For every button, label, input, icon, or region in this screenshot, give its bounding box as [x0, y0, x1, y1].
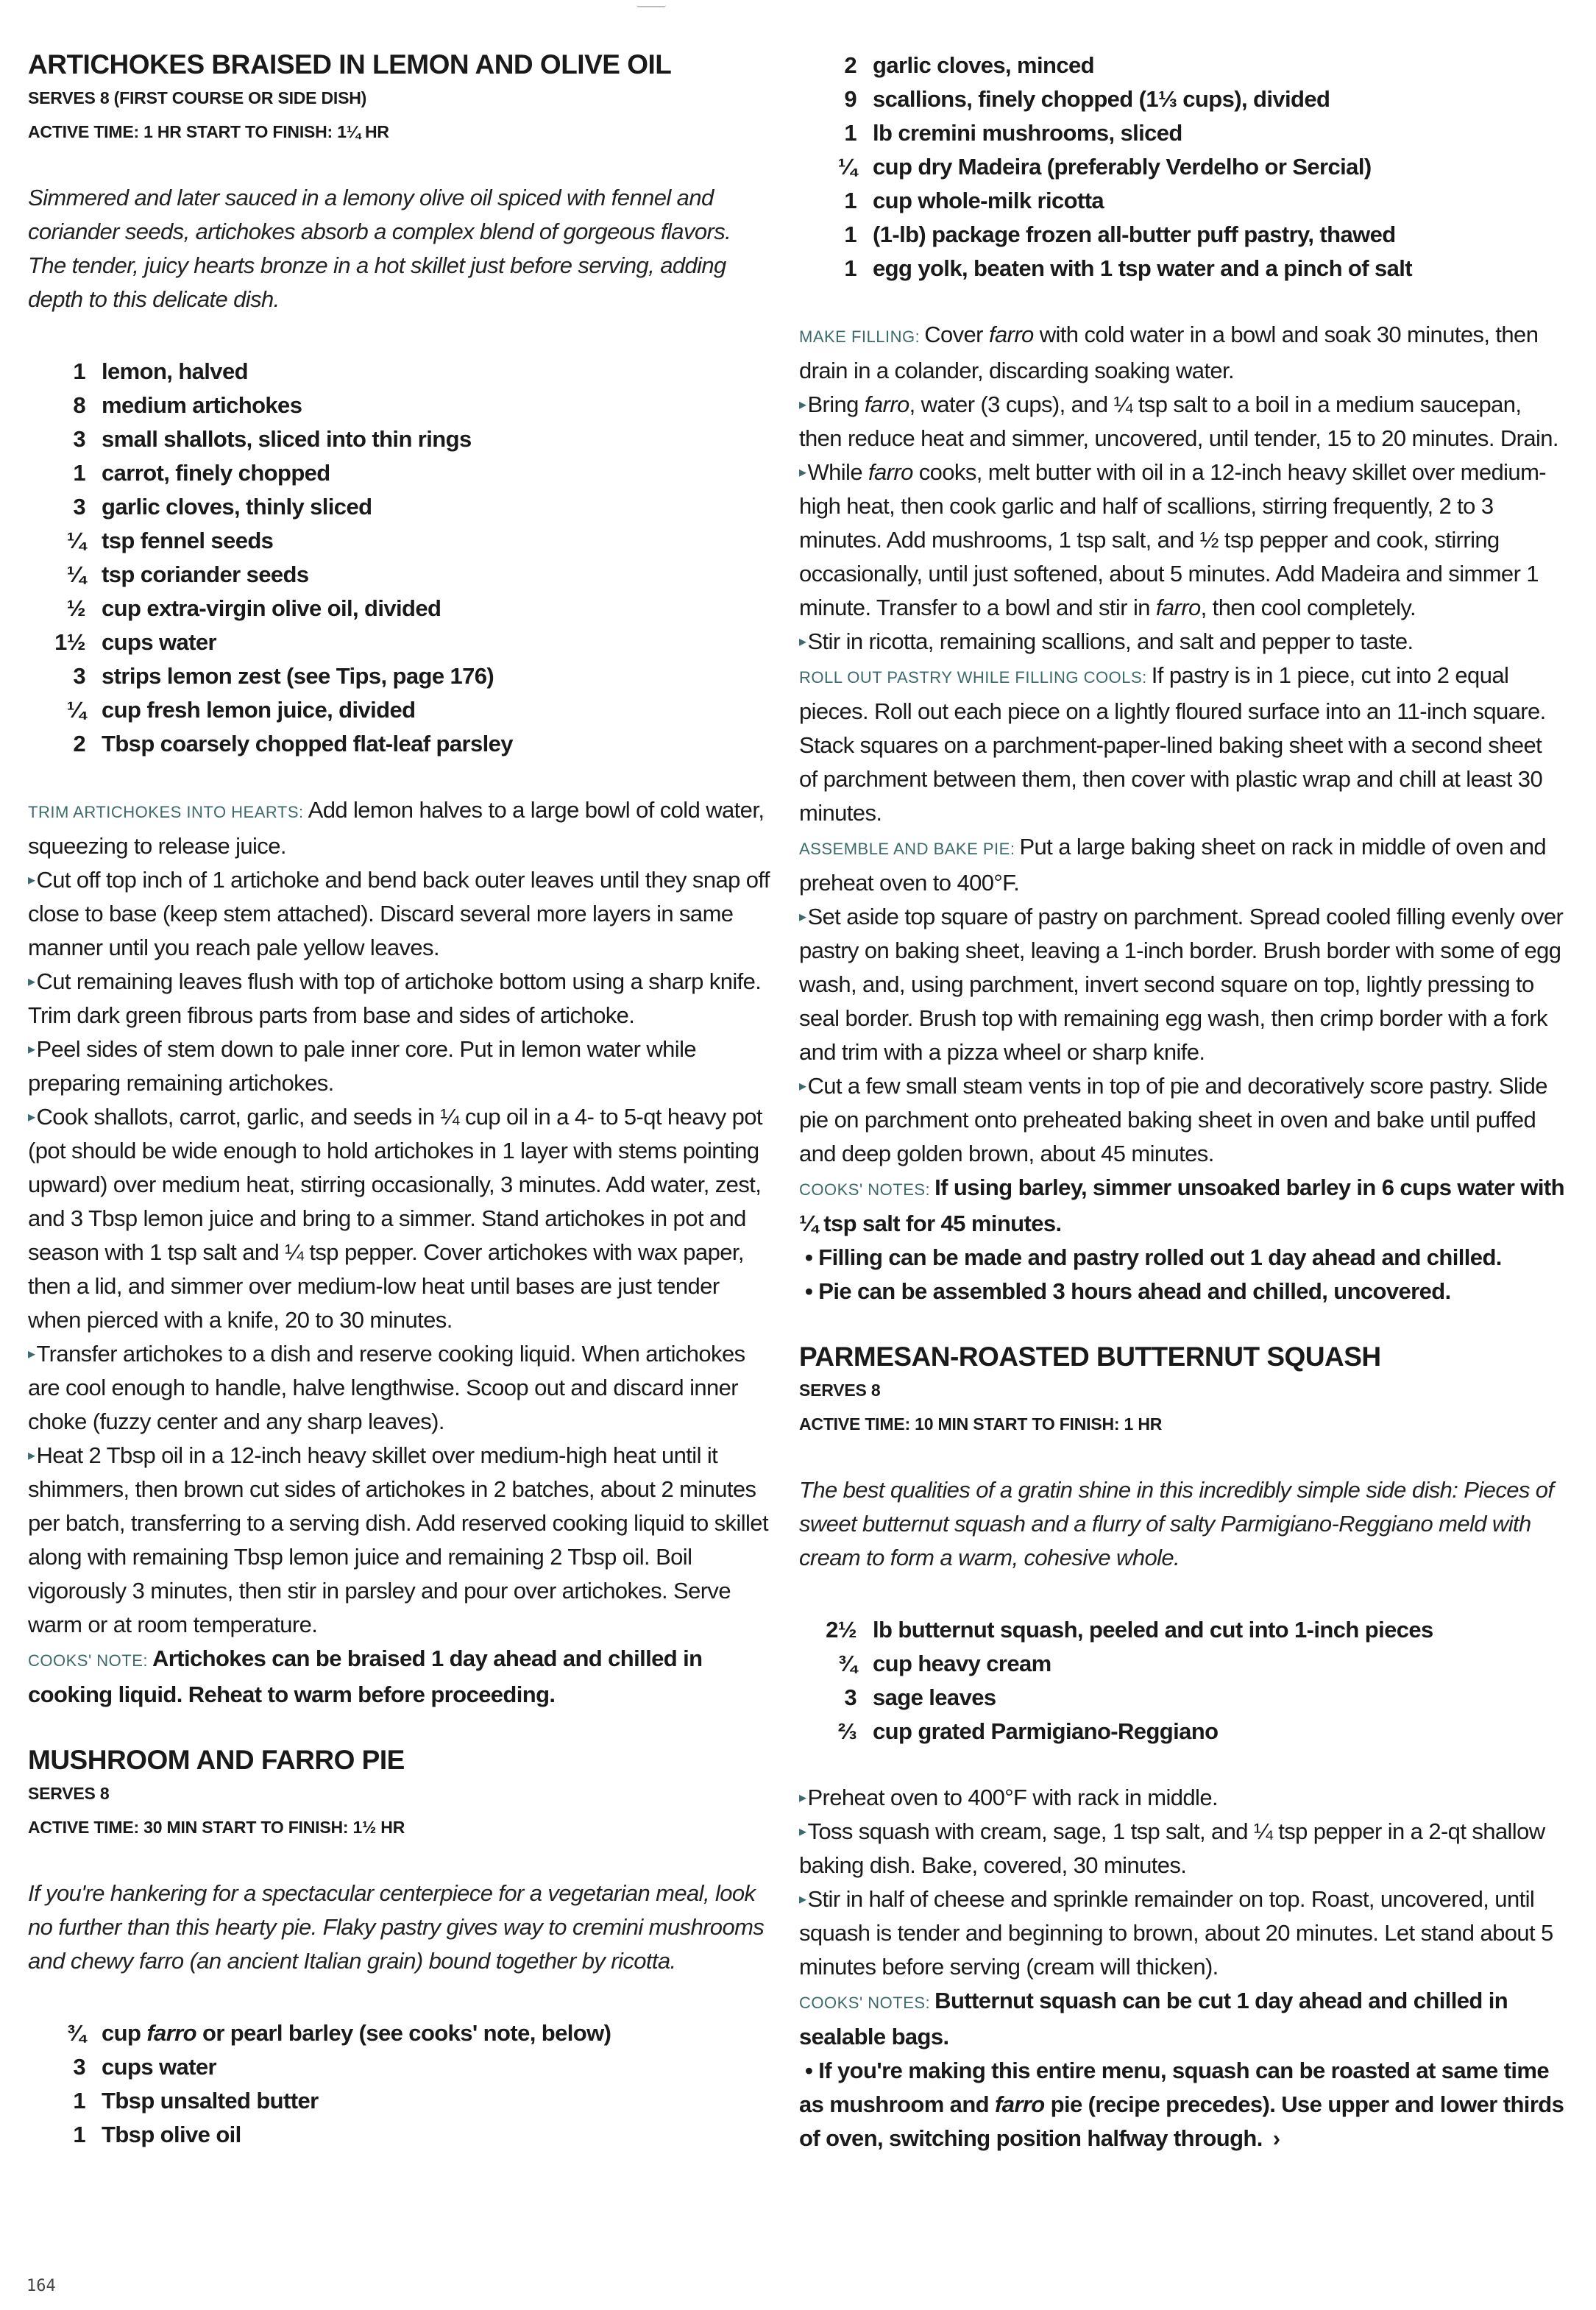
step-label: ASSEMBLE AND BAKE PIE:: [799, 840, 1015, 858]
step: ▸Heat 2 Tbsp oil in a 12-inch heavy skillet over medium-high heat until it shimmers, then brown cut sides of artichokes in 2 batches, about 2 minutes per batch, transferring to a serving dish. Add reserved cooking liquid to skillet along with remaining Tbsp lemon juice and remaining 2 Tbsp oil. Boil vigorously 3 minutes, then stir in parsley and pour over artichokes. Serve warm or at room temperature.: [28, 1442, 768, 1637]
step: ▸Cut remaining leaves flush with top of artichoke bottom using a sharp knife. Trim dark green fibrous parts from base and sides of artichoke.: [28, 968, 762, 1028]
ingredient: ¼ tsp coriander seeds: [66, 561, 309, 587]
arrow-right-triangle-icon: ▸: [799, 1790, 806, 1806]
step: ▸Toss squash with cream, sage, 1 tsp salt, and ¼ tsp pepper in a 2-qt shallow baking dish. Bake, covered, 30 minutes.: [799, 1818, 1545, 1878]
times: ACTIVE TIME: 1 HR START TO FINISH: 1¼ HR: [28, 122, 389, 141]
ingredient-list: [28, 355, 771, 761]
ingredient: 8 medium artichokes: [73, 392, 302, 418]
arrow-right-triangle-icon: ▸: [799, 634, 806, 650]
ingredient: 1½ cups water: [54, 629, 216, 655]
step: ▸Set aside top square of pastry on parchment. Spread cooled filling evenly over pastry on baking sheet, leaving a 1-inch border. Brush border with some of egg wash, and, using parchment, invert second square on top, lightly pressing to seal border. Brush top with remaining egg wash, then crimp border with a fork and trim with a pizza wheel or sharp knife.: [799, 904, 1564, 1065]
arrow-right-triangle-icon: ▸: [28, 1346, 35, 1362]
recipe-intro: The best qualities of a gratin shine in this incredibly simple side dish: Pieces of sweet butternut squash and a flurry of salty Parmigiano-Reggiano meld with cream to form a warm, cohesive whole.: [799, 1477, 1554, 1570]
recipe-title: ARTICHOKES BRAISED IN LEMON AND OLIVE OIL: [28, 49, 672, 79]
arrow-right-triangle-icon: ▸: [799, 909, 806, 925]
step: ROLL OUT PASTRY WHILE FILLING COOLS: If pastry is in 1 piece, cut into 2 equal pieces. Roll out each piece on a lightly floured surface into an 11-inch square. Stack squares on a parchment-paper-lined baking sheet with a second sheet of parchment between them, then cover with plastic wrap and chill at least 30 minutes.: [799, 662, 1546, 826]
arrow-right-triangle-icon: ▸: [28, 1041, 35, 1057]
serves: SERVES 8 (FIRST COURSE OR SIDE DISH): [28, 88, 367, 107]
step: MAKE FILLING: Cover farro with cold water in a bowl and soak 30 minutes, then drain in a colander, discarding soaking water.: [799, 322, 1539, 383]
arrow-right-triangle-icon: ▸: [28, 974, 35, 990]
note-bullet: • If you're making this entire menu, squash can be roasted at same time as mushroom and farro pie (recipe precedes). Use upper and lower thirds of oven, switching position halfway through. ›: [799, 2058, 1564, 2151]
step-label: TRIM ARTICHOKES INTO HEARTS:: [28, 803, 304, 821]
left-column: [28, 0, 771, 2152]
arrow-right-triangle-icon: ▸: [799, 1078, 806, 1094]
ingredient: 3 small shallots, sliced into thin rings: [73, 426, 472, 452]
ingredient: 1 Tbsp unsalted butter: [73, 2088, 319, 2114]
ingredient: 9 scallions, finely chopped (1⅓ cups), divided: [844, 86, 1330, 112]
arrow-right-triangle-icon: ▸: [799, 1824, 806, 1840]
step: ▸Cut off top inch of 1 artichoke and bend back outer leaves until they snap off close to base (keep stem attached). Discard several more layers in same manner until you reach pale yellow leaves.: [28, 867, 770, 960]
ingredient: 1 cup whole-milk ricotta: [844, 188, 1104, 213]
recipe-intro: Simmered and later sauced in a lemony olive oil spiced with fennel and coriander seeds, artichokes absorb a complex blend of gorgeous flavors. The tender, juicy hearts bronze in a hot skillet just before serving, adding depth to this delicate dish.: [28, 185, 731, 312]
cooks-note: COOKS' NOTE: Artichokes can be braised 1 day ahead and chilled in cooking liquid. Reheat to warm before proceeding.: [28, 1645, 703, 1707]
note-bullet: • Pie can be assembled 3 hours ahead and chilled, uncovered.: [799, 1278, 1451, 1304]
chevron-right-icon: ›: [1272, 2125, 1280, 2151]
ingredient: ¾ cup heavy cream: [837, 1651, 1051, 1676]
step: ▸Cut a few small steam vents in top of pie and decoratively score pastry. Slide pie on parchment onto preheated baking sheet in oven and bake until puffed and deep golden brown, about 45 minutes.: [799, 1073, 1547, 1166]
ingredient: 1 (1-lb) package frozen all-butter puff pastry, thawed: [844, 222, 1396, 247]
ingredient: 1 egg yolk, beaten with 1 tsp water and a pinch of salt: [844, 255, 1413, 281]
step: ▸Preheat oven to 400°F with rack in middle.: [799, 1785, 1219, 1810]
times: ACTIVE TIME: 30 MIN START TO FINISH: 1½ HR: [28, 1818, 405, 1837]
cooks-notes: COOKS' NOTES: Butternut squash can be cut 1 day ahead and chilled in sealable bags.: [799, 1988, 1508, 2049]
recipe-title: PARMESAN-ROASTED BUTTERNUT SQUASH: [799, 1342, 1381, 1372]
serves: SERVES 8: [28, 1784, 110, 1803]
step: ▸Stir in ricotta, remaining scallions, and salt and pepper to taste.: [799, 628, 1414, 654]
arrow-right-triangle-icon: ▸: [799, 1891, 806, 1907]
ingredient: 2 Tbsp coarsely chopped flat-leaf parsley: [73, 731, 513, 757]
bullet-dot-icon: •: [799, 1278, 819, 1304]
ingredient: ¼ cup fresh lemon juice, divided: [66, 697, 416, 723]
step: ▸Bring farro, water (3 cups), and ¼ tsp salt to a boil in a medium saucepan, then reduce heat and simmer, uncovered, until tender, 15 to 20 minutes. Drain.: [799, 392, 1558, 451]
ingredient: 3 strips lemon zest (see Tips, page 176): [73, 663, 494, 689]
ingredient: 1 lb cremini mushrooms, sliced: [844, 120, 1182, 146]
ingredient: ¼ cup dry Madeira (preferably Verdelho or Sercial): [837, 154, 1372, 180]
arrow-right-triangle-icon: ▸: [28, 872, 35, 888]
note-label: COOKS' NOTES:: [799, 1994, 931, 2012]
step: ▸Cook shallots, carrot, garlic, and seeds in ¼ cup oil in a 4- to 5-qt heavy pot (pot should be wide enough to hold artichokes in 1 layer with stems pointing upward) over medium heat, stirring occasionally, 3 minutes. Add water, zest, and 3 Tbsp lemon juice and bring to a simmer. Stand artichokes in pot and season with 1 tsp salt and ¼ tsp pepper. Cover artichokes with wax paper, then a lid, and simmer over medium-low heat until bases are just tender when pierced with a knife, 20 to 30 minutes.: [28, 1104, 762, 1333]
step-label: MAKE FILLING:: [799, 327, 921, 346]
cooks-notes: COOKS' NOTES: If using barley, simmer unsoaked barley in 6 cups water with ¼ tsp salt for 45 minutes.: [799, 1175, 1564, 1236]
note-bullet: • Filling can be made and pastry rolled out 1 day ahead and chilled.: [799, 1244, 1502, 1270]
ingredient: 3 cups water: [73, 2054, 216, 2080]
method: [799, 1781, 1564, 2155]
step: ▸While farro cooks, melt butter with oil in a 12-inch heavy skillet over medium-high heat, then cook garlic and half of scallions, stirring frequently, 2 to 3 minutes. Add mushrooms, 1 tsp salt, and ½ tsp pepper and cook, stirring occasionally, until just softened, about 5 minutes. Add Madeira and simmer 1 minute. Transfer to a bowl and stir in farro, then cool completely.: [799, 459, 1547, 620]
ingredient-list: [799, 1613, 1564, 1749]
ingredient: ½ cup extra-virgin olive oil, divided: [66, 595, 441, 621]
step: TRIM ARTICHOKES INTO HEARTS: Add lemon halves to a large bowl of cold water, squeezing to release juice.: [28, 797, 765, 859]
note-label: COOKS' NOTE:: [28, 1651, 148, 1670]
ingredient: 3 garlic cloves, thinly sliced: [73, 494, 372, 520]
bullet-dot-icon: •: [799, 2058, 819, 2083]
ingredient: 3 sage leaves: [844, 1684, 996, 1710]
page-number: 164: [26, 2277, 56, 2295]
recipe-butternut-squash: [799, 1341, 1564, 2155]
recipe-mushroom-farro-pie-continued: [799, 49, 1564, 1308]
step: ▸Transfer artichokes to a dish and reserve cooking liquid. When artichokes are cool enough to handle, halve lengthwise. Scoop out and discard inner choke (fuzzy center and any sharp leaves).: [28, 1341, 745, 1434]
ingredient-list: [799, 49, 1564, 286]
serves: SERVES 8: [799, 1381, 881, 1400]
recipe-title: MUSHROOM AND FARRO PIE: [28, 1745, 405, 1775]
right-column: [799, 0, 1564, 2155]
bullet-dot-icon: •: [799, 1244, 819, 1270]
ingredient: 1 carrot, finely chopped: [73, 460, 330, 486]
ingredient: ¾ cup farro or pearl barley (see cooks' note, below): [66, 2020, 611, 2046]
times: ACTIVE TIME: 10 MIN START TO FINISH: 1 HR: [799, 1414, 1163, 1434]
note-label: COOKS' NOTES:: [799, 1180, 931, 1199]
ingredient: 1 lemon, halved: [73, 358, 248, 384]
arrow-right-triangle-icon: ▸: [799, 397, 806, 413]
step: ASSEMBLE AND BAKE PIE: Put a large baking sheet on rack in middle of oven and preheat oven to 400°F.: [799, 834, 1546, 896]
ingredient: 2½ lb butternut squash, peeled and cut into 1-inch pieces: [826, 1617, 1433, 1643]
method: [28, 793, 771, 1712]
arrow-right-triangle-icon: ▸: [28, 1109, 35, 1125]
step: ▸Peel sides of stem down to pale inner core. Put in lemon water while preparing remaining artichokes.: [28, 1036, 697, 1096]
step: ▸Stir in half of cheese and sprinkle remainder on top. Roast, uncovered, until squash is tender and beginning to brown, about 20 minutes. Let stand about 5 minutes before serving (cream will thicken).: [799, 1886, 1553, 1980]
ingredient: ⅔ cup grated Parmigiano-Reggiano: [837, 1718, 1219, 1744]
step-label: ROLL OUT PASTRY WHILE FILLING COOLS:: [799, 668, 1147, 687]
arrow-right-triangle-icon: ▸: [799, 464, 806, 481]
recipe-artichokes: [28, 49, 771, 1712]
recipe-mushroom-farro-pie: [28, 1744, 771, 2152]
ingredient: 1 Tbsp olive oil: [73, 2122, 241, 2147]
method: [799, 318, 1564, 1308]
ingredient: ¼ tsp fennel seeds: [66, 528, 274, 553]
ingredient-list: [28, 2016, 771, 2152]
recipe-intro: If you're hankering for a spectacular centerpiece for a vegetarian meal, look no further than this hearty pie. Flaky pastry gives way to cremini mushrooms and chewy farro (an ancient Italian grain) bound together by ricotta.: [28, 1880, 765, 1974]
ingredient: 2 garlic cloves, minced: [844, 52, 1094, 78]
arrow-right-triangle-icon: ▸: [28, 1448, 35, 1464]
